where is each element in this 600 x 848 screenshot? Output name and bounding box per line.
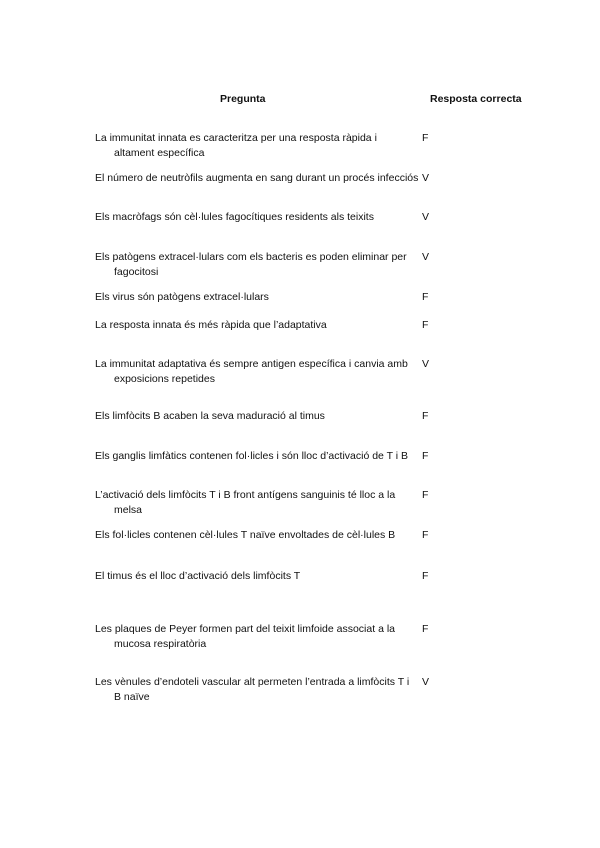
question-text: El timus és el lloc d’activació dels limfòcits T xyxy=(95,570,301,582)
question-text: Les vènules d’endoteli vascular alt permeten l’entrada a limfòcits T i B naïve xyxy=(95,676,410,703)
answer-text: V xyxy=(422,172,430,184)
answer-text: F xyxy=(422,529,429,541)
column-header-answer: Resposta correcta xyxy=(430,93,522,105)
question-text: Els limfòcits B acaben la seva maduració al timus xyxy=(95,410,325,422)
question-text: La immunitat innata es caracteritza per una resposta ràpida i altament específica xyxy=(95,132,377,159)
question-text: Les plaques de Peyer formen part del teixit limfoide associat a la mucosa respiratòria xyxy=(95,623,395,650)
question-text: Els macròfags són cèl·lules fagocítiques residents als teixits xyxy=(95,211,374,223)
answer-text: F xyxy=(422,623,429,635)
question-text: L’activació dels limfòcits T i B front antígens sanguinis té lloc a la melsa xyxy=(95,489,396,516)
answer-text: F xyxy=(422,570,429,582)
question-text: La resposta innata és més ràpida que l’adaptativa xyxy=(95,319,327,331)
answer-text: V xyxy=(422,251,430,263)
answer-text: F xyxy=(422,450,429,462)
answer-text: V xyxy=(422,358,430,370)
question-text: El número de neutròfils augmenta en sang durant un procés infecciós xyxy=(95,172,419,184)
question-text: Els fol·licles contenen cèl·lules T naïve envoltades de cèl·lules B xyxy=(95,529,396,541)
answer-text: F xyxy=(422,132,429,144)
answer-text: F xyxy=(422,291,429,303)
question-text: Els ganglis limfàtics contenen fol·licles i són lloc d’activació de T i B xyxy=(95,450,409,462)
answer-text: F xyxy=(422,319,429,331)
question-text: Els virus són patògens extracel·lulars xyxy=(95,291,269,303)
answer-text: F xyxy=(422,410,429,422)
answer-text: V xyxy=(422,211,430,223)
answer-text: F xyxy=(422,489,429,501)
answer-text: V xyxy=(422,676,430,688)
question-text: Els patògens extracel·lulars com els bacteris es poden eliminar per fagocitosi xyxy=(95,251,407,278)
question-text: La immunitat adaptativa és sempre antigen específica i canvia amb exposicions repetides xyxy=(95,358,408,385)
column-header-question: Pregunta xyxy=(220,93,266,105)
